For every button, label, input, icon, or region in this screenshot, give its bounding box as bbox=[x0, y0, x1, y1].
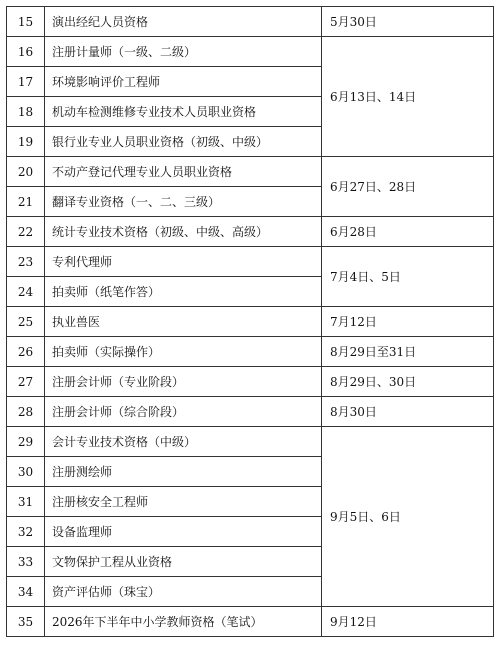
row-number: 29 bbox=[7, 427, 45, 457]
exam-name: 注册核安全工程师 bbox=[45, 487, 322, 517]
row-number: 16 bbox=[7, 37, 45, 67]
exam-date: 5月30日 bbox=[322, 7, 494, 37]
exam-name: 专利代理师 bbox=[45, 247, 322, 277]
table-row bbox=[7, 37, 494, 67]
exam-name: 拍卖师（实际操作） bbox=[45, 337, 322, 367]
exam-name: 资产评估师（珠宝） bbox=[45, 577, 322, 607]
exam-date: 8月29日至31日 bbox=[322, 337, 494, 367]
table-row bbox=[7, 367, 494, 397]
table-row bbox=[7, 337, 494, 367]
row-number: 17 bbox=[7, 67, 45, 97]
row-number: 27 bbox=[7, 367, 45, 397]
exam-name: 注册会计师（综合阶段） bbox=[45, 397, 322, 427]
row-number: 18 bbox=[7, 97, 45, 127]
table-row bbox=[7, 397, 494, 427]
exam-date: 7月12日 bbox=[322, 307, 494, 337]
exam-name: 文物保护工程从业资格 bbox=[45, 547, 322, 577]
exam-name: 拍卖师（纸笔作答） bbox=[45, 277, 322, 307]
row-number: 21 bbox=[7, 187, 45, 217]
row-number: 19 bbox=[7, 127, 45, 157]
row-number: 25 bbox=[7, 307, 45, 337]
exam-name: 不动产登记代理专业人员职业资格 bbox=[45, 157, 322, 187]
exam-date: 7月4日、5日 bbox=[322, 247, 494, 307]
exam-name: 2026年下半年中小学教师资格（笔试） bbox=[45, 607, 322, 637]
exam-date: 6月13日、14日 bbox=[322, 37, 494, 157]
row-number: 15 bbox=[7, 7, 45, 37]
exam-date: 9月12日 bbox=[322, 607, 494, 637]
table-row bbox=[7, 427, 494, 457]
exam-name: 注册会计师（专业阶段） bbox=[45, 367, 322, 397]
row-number: 24 bbox=[7, 277, 45, 307]
row-number: 30 bbox=[7, 457, 45, 487]
exam-name: 设备监理师 bbox=[45, 517, 322, 547]
exam-name: 会计专业技术资格（中级） bbox=[45, 427, 322, 457]
row-number: 26 bbox=[7, 337, 45, 367]
table-row bbox=[7, 7, 494, 37]
exam-date: 9月5日、6日 bbox=[322, 427, 494, 607]
table-row bbox=[7, 247, 494, 277]
row-number: 33 bbox=[7, 547, 45, 577]
exam-date: 8月29日、30日 bbox=[322, 367, 494, 397]
exam-date: 6月28日 bbox=[322, 217, 494, 247]
exam-name: 统计专业技术资格（初级、中级、高级） bbox=[45, 217, 322, 247]
row-number: 31 bbox=[7, 487, 45, 517]
row-number: 32 bbox=[7, 517, 45, 547]
exam-name: 机动车检测维修专业技术人员职业资格 bbox=[45, 97, 322, 127]
exam-schedule-table bbox=[6, 6, 494, 637]
exam-name: 注册测绘师 bbox=[45, 457, 322, 487]
exam-name: 演出经纪人员资格 bbox=[45, 7, 322, 37]
row-number: 20 bbox=[7, 157, 45, 187]
exam-name: 执业兽医 bbox=[45, 307, 322, 337]
row-number: 35 bbox=[7, 607, 45, 637]
row-number: 23 bbox=[7, 247, 45, 277]
exam-name: 翻译专业资格（一、二、三级） bbox=[45, 187, 322, 217]
row-number: 34 bbox=[7, 577, 45, 607]
exam-name: 环境影响评价工程师 bbox=[45, 67, 322, 97]
table-row bbox=[7, 607, 494, 637]
exam-name: 注册计量师（一级、二级） bbox=[45, 37, 322, 67]
exam-name: 银行业专业人员职业资格（初级、中级） bbox=[45, 127, 322, 157]
table-row bbox=[7, 157, 494, 187]
row-number: 28 bbox=[7, 397, 45, 427]
table-row bbox=[7, 307, 494, 337]
row-number: 22 bbox=[7, 217, 45, 247]
exam-date: 6月27日、28日 bbox=[322, 157, 494, 217]
table-row bbox=[7, 217, 494, 247]
exam-date: 8月30日 bbox=[322, 397, 494, 427]
